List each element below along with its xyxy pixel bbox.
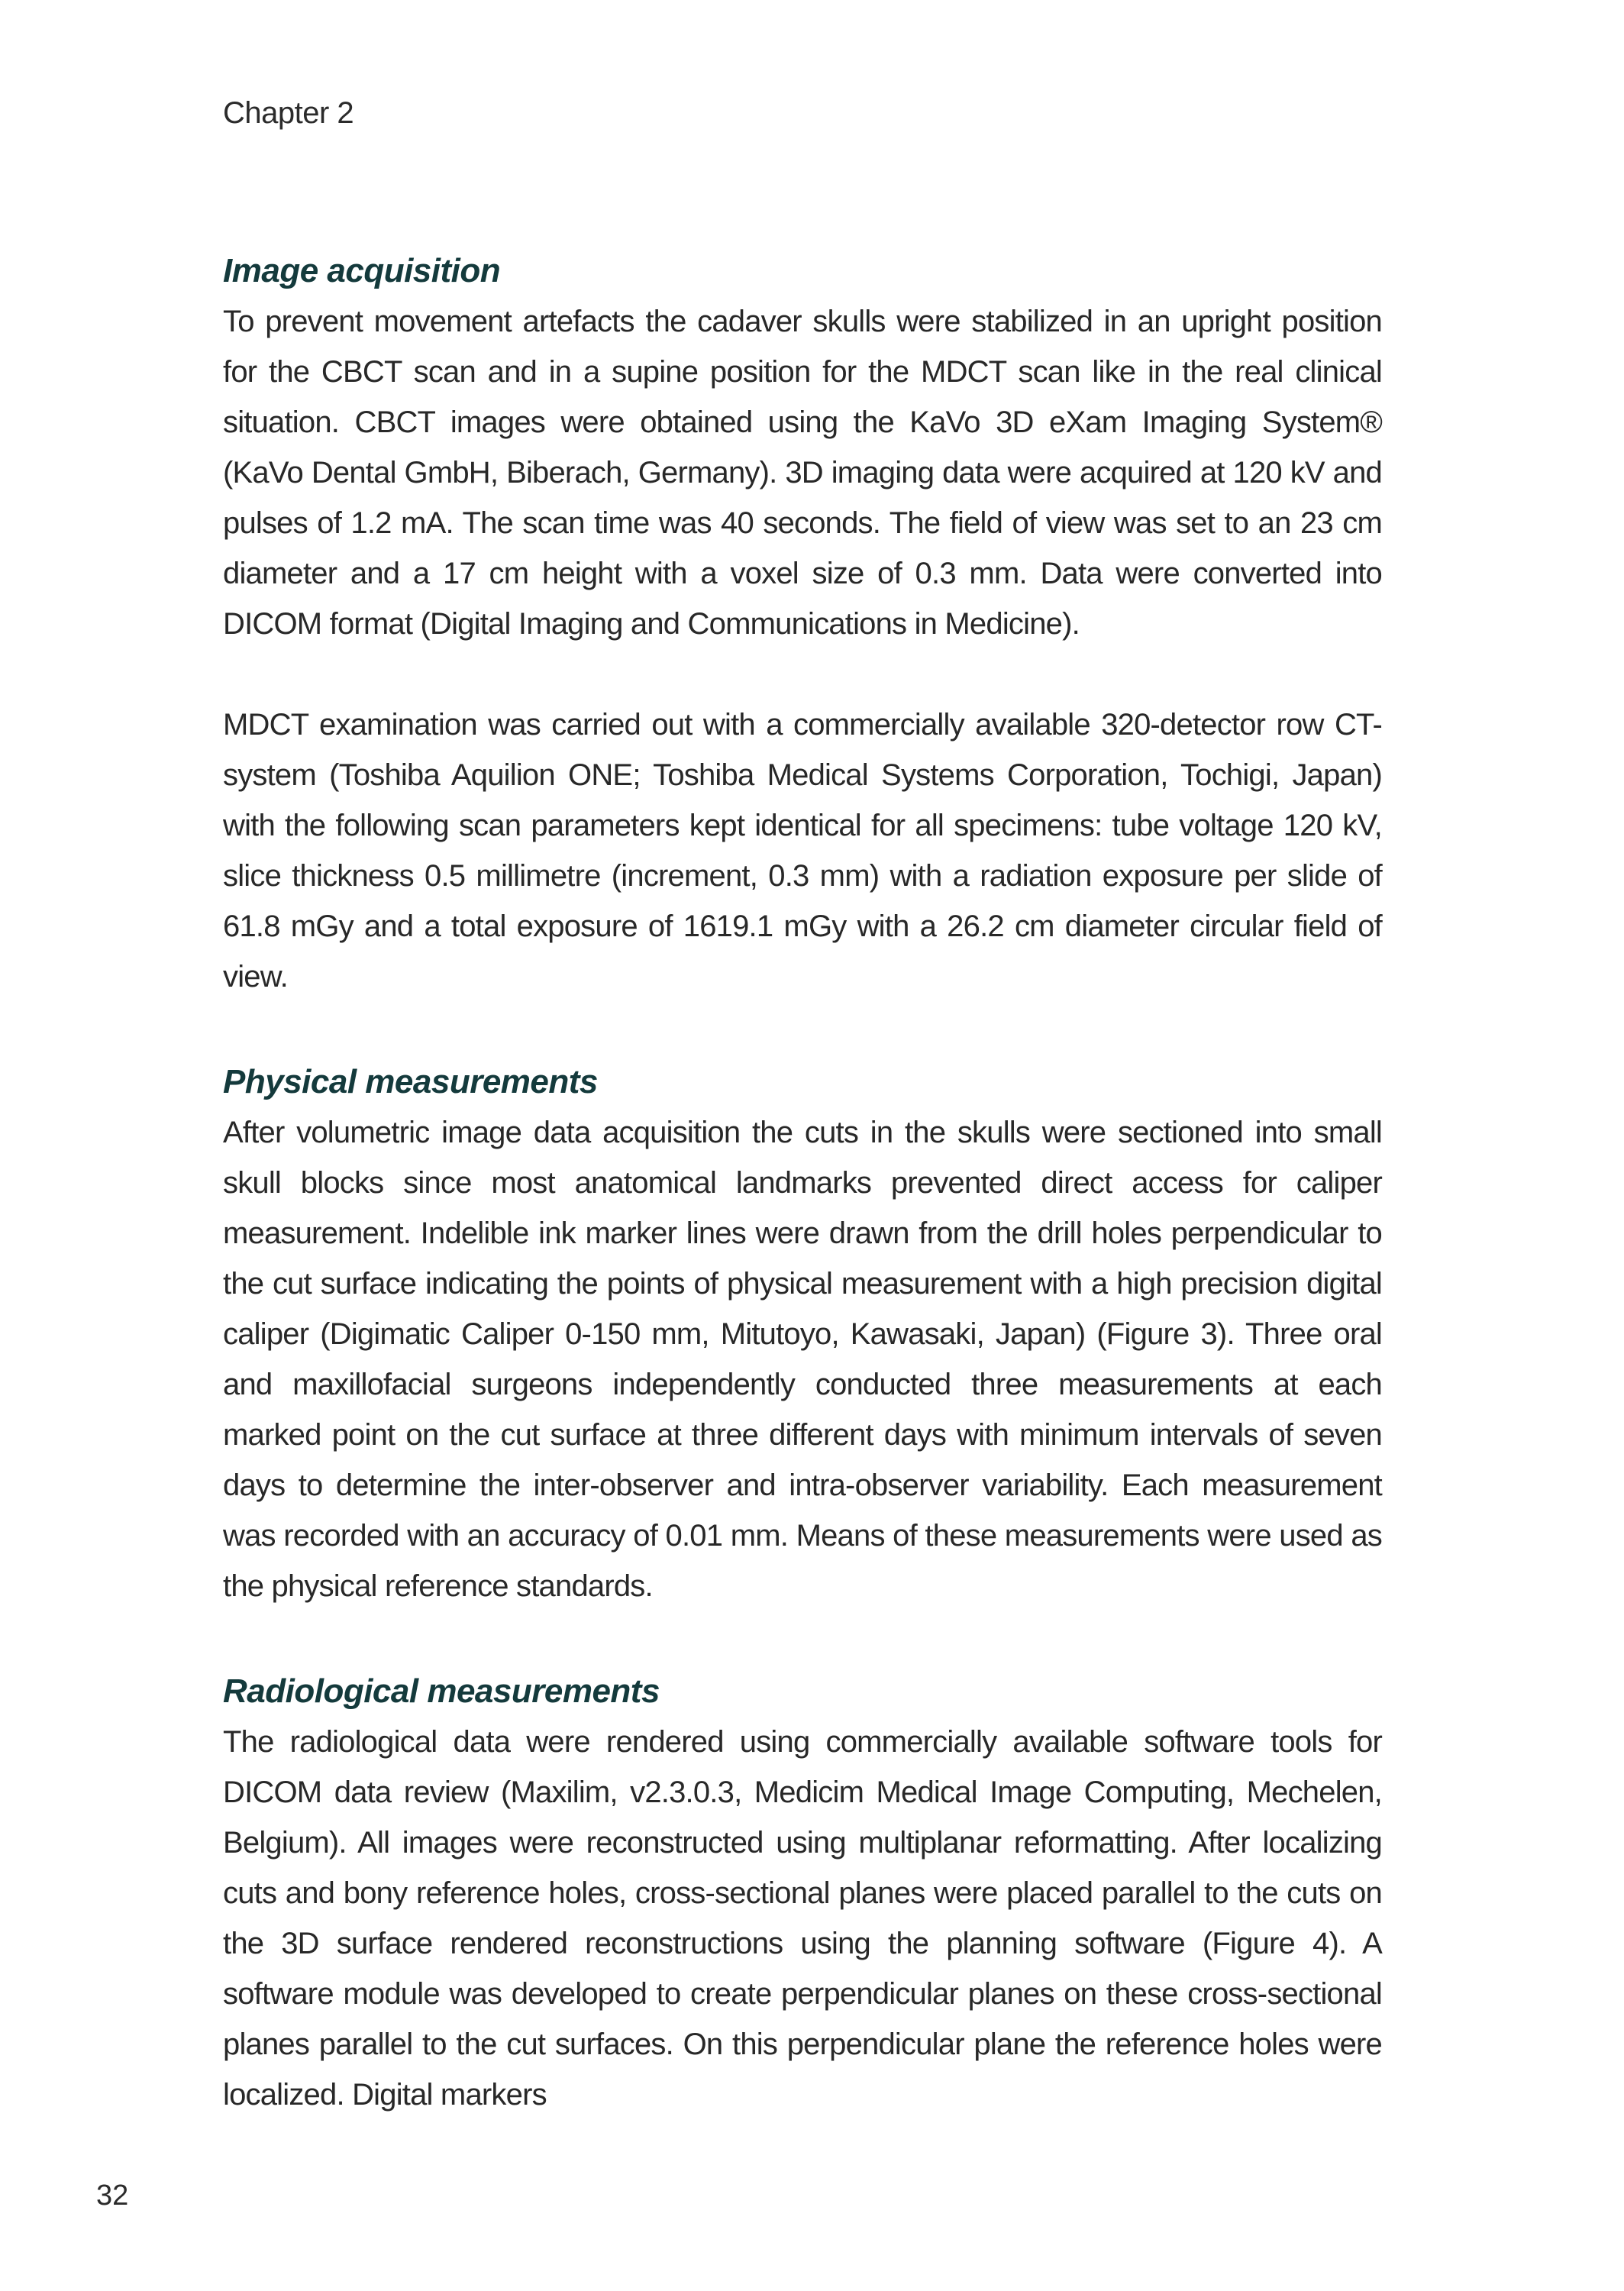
- chapter-header: Chapter 2: [223, 96, 354, 130]
- section-radiological-measurements: [223, 1666, 1382, 2120]
- page-number: 32: [96, 2180, 129, 2212]
- section-heading-image-acquisition: Image acquisition: [223, 252, 501, 289]
- paragraph-cbct-acquisition: To prevent movement artefacts the cadaver skulls were stabilized in an upright position for the CBCT scan and in a supine position for the MDCT scan like in the real clinical situation. CBCT images were obtained using the KaVo 3D eXam Imaging System® (KaVo Dental GmbH, Biberach, Germany). 3D imaging data were acquired at 120 kV and pulses of 1.2 mA. The scan time was 40 seconds. The field of view was set to an 23 cm diameter and a 17 cm height with a voxel size of 0.3 mm. Data were converted into DICOM format (Digital Imaging and Communications in Medicine).: [223, 305, 1382, 641]
- paragraph-radiological-measurements: The radiological data were rendered using commercially available software tools for DICOM data review (Maxilim, v2.3.0.3, Medicim Medical Image Computing, Mechelen, Belgium). All images were reconstructed using multiplanar reformatting. After localizing cuts and bony reference holes, cross-sectional planes were placed parallel to the cuts on the 3D surface rendered reconstructions using the planning software (Figure 4). A software module was developed to create perpendicular planes on these cross-sectional planes parallel to the cut surfaces. On this perpendicular plane the reference holes were localized. Digital markers: [223, 1725, 1382, 2112]
- paragraph-physical-measurements: After volumetric image data acquisition the cuts in the skulls were sectioned into small skull blocks since most anatomical landmarks prevented direct access for caliper measurement. Indelible ink marker lines were drawn from the drill holes perpendicular to the cut surface indicating the points of physical measurement with a high precision digital caliper (Digimatic Caliper 0-150 mm, Mitutoyo, Kawasaki, Japan) (Figure 3). Three oral and maxillofacial surgeons independently conducted three measurements at each marked point on the cut surface at three different days with minimum intervals of seven days to determine the inter-observer and intra-observer variability. Each measurement was recorded with an accuracy of 0.01 mm. Means of these measurements were used as the physical reference standards.: [223, 1116, 1382, 1603]
- section-heading-physical-measurements: Physical measurements: [223, 1063, 598, 1100]
- section-heading-radiological-measurements: Radiological measurements: [223, 1672, 660, 1710]
- section-image-acquisition: [223, 246, 1382, 1002]
- paragraph-mdct-acquisition: MDCT examination was carried out with a commercially available 320-detector row CT-system (Toshiba Aquilion ONE; Toshiba Medical Systems Corporation, Tochigi, Japan) with the following scan parameters kept identical for all specimens: tube voltage 120 kV, slice thickness 0.5 millimetre (increment, 0.3 mm) with a radiation exposure per slide of 61.8 mGy and a total exposure of 1619.1 mGy with a 26.2 cm diameter circular field of view.: [223, 708, 1382, 994]
- section-physical-measurements: [223, 1057, 1382, 1611]
